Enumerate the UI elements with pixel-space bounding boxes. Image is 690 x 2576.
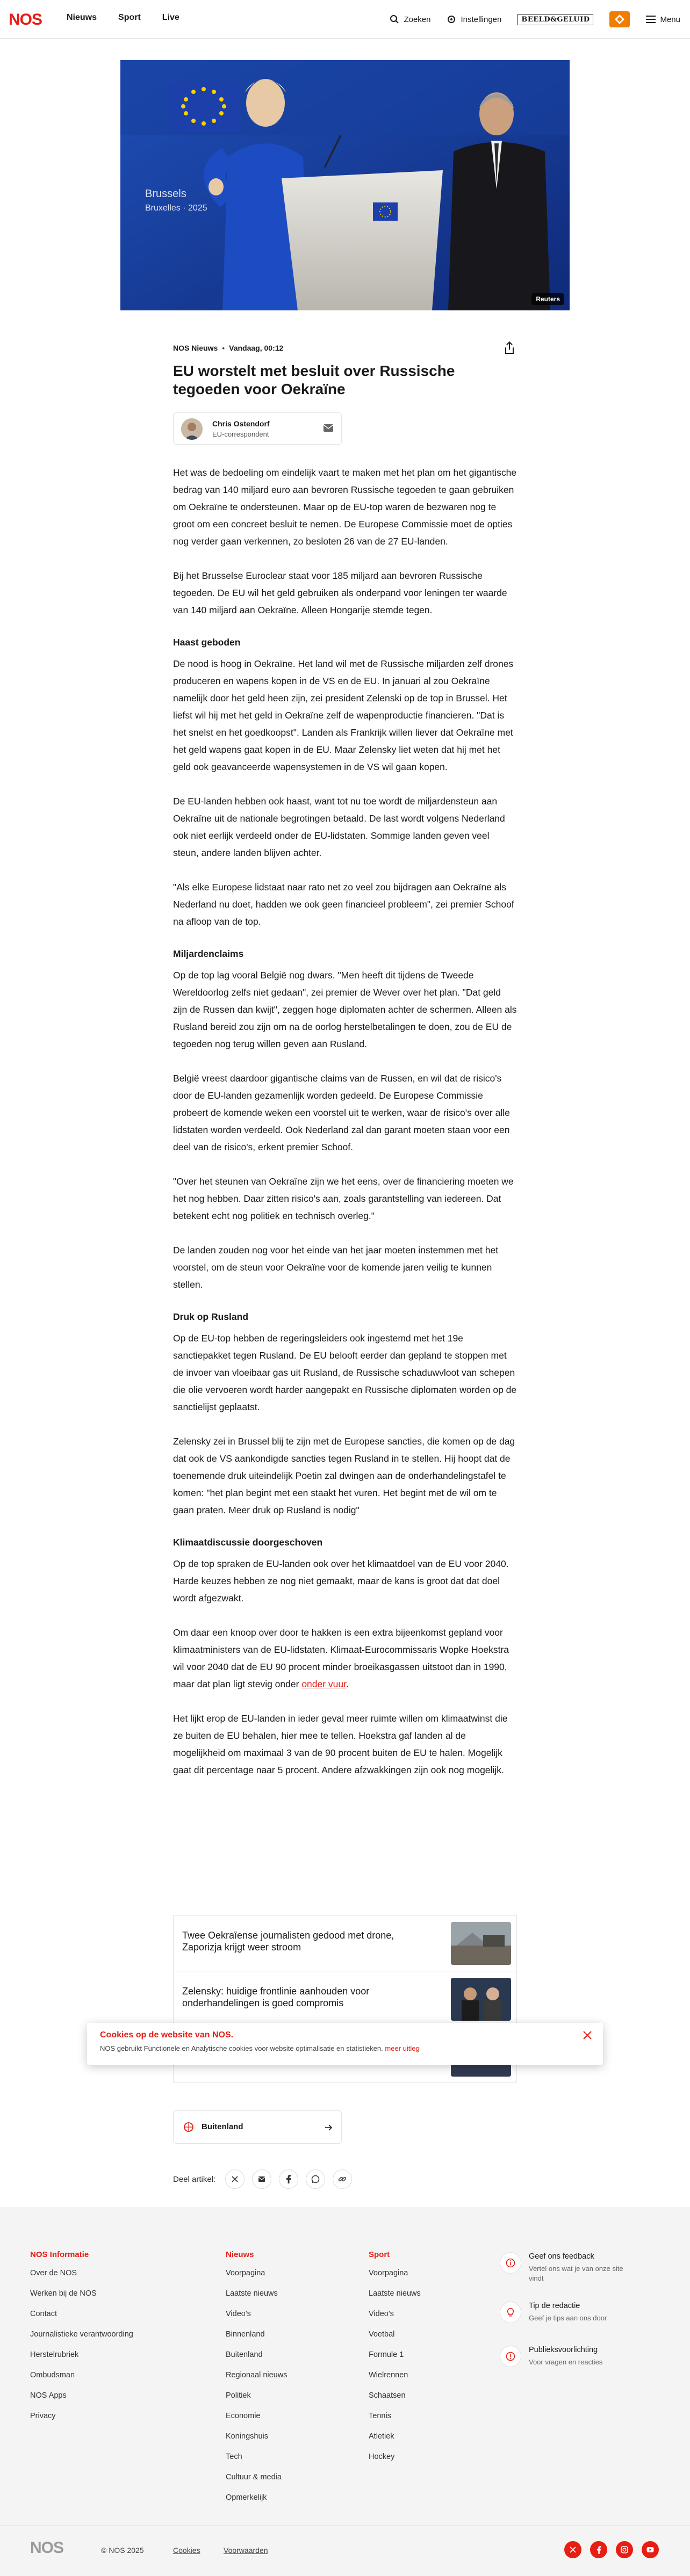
footer-link[interactable]: Voorpagina	[226, 2269, 265, 2277]
paragraph-end: .	[346, 1679, 349, 1689]
cookie-title: Cookies op de website van NOS.	[100, 2030, 234, 2040]
footer-link[interactable]: Tennis	[369, 2412, 391, 2420]
author-role: EU-correspondent	[212, 430, 269, 438]
footer-link[interactable]: Contact	[30, 2310, 57, 2318]
footer-link[interactable]: Video's	[226, 2310, 251, 2318]
footer-link[interactable]: Koningshuis	[226, 2432, 268, 2441]
footer-link[interactable]: Herstelrubriek	[30, 2350, 79, 2359]
instagram-icon	[621, 2546, 628, 2553]
footer-bottom	[0, 2526, 690, 2576]
footer-link[interactable]: Journalistieke verantwoording	[30, 2330, 133, 2339]
share-x-button[interactable]	[225, 2169, 245, 2189]
cookie-text	[100, 2044, 420, 2052]
nav-item-live[interactable]: Live	[162, 13, 179, 22]
paragraph: "Als elke Europese lidstaat naar rato net zo veel zou bijdragen aan Oekraïne als Nederland nu doet, hadden we ook geen financieel probleem", zei premier Schoof na afloop van de top.	[173, 882, 514, 927]
footer-link[interactable]: Regionaal nieuws	[226, 2371, 288, 2379]
globe-icon	[183, 2122, 194, 2132]
paragraph: Op de top spraken de EU-landen ook over het klimaatdoel van de EU voor 2040. Harde keuzes hebben ze nog niet gemaakt, maar de kans is groot dat dat doel wordt afgezwakt.	[173, 1558, 509, 1603]
footer-col-nieuws	[226, 2250, 287, 2512]
share-label: Deel artikel:	[173, 2174, 216, 2184]
footer-link[interactable]: Werken bij de NOS	[30, 2289, 97, 2298]
share-email-button[interactable]	[252, 2169, 271, 2189]
paragraph-text: Om daar een knoop over door te hakken is een extra bijeenkomst gepland voor klimaatministers van de EU-lidstaten. Klimaat-Eurocommissaris Wopke Hoekstra wil voor 2040 dat de EU 90 procent minder broeikasgassen uitstoot dan in 1990, maar dat plan ligt stevig onder	[173, 1627, 509, 1689]
tip-icon-wrap	[500, 2302, 521, 2323]
paragraph	[173, 1624, 517, 1693]
nos-footer-logo[interactable]	[30, 2538, 75, 2556]
paragraph: Het lijkt erop de EU-landen in ieder geval meer ruimte willen om klimaatwinst die ze buiten de EU behalen, hier mee te tellen. Hoekstra gaf landen al de mogelijkheid om maximaal 3 van de 90 procent buiten de EU te halen. Mogelijk gaat dit percentage naar 5 procent. Andere afzwakkingen zijn ook nog mogelijk.	[173, 1713, 508, 1775]
cookie-more-link[interactable]: meer uitleg	[385, 2044, 420, 2052]
footer-link[interactable]: Binnenland	[226, 2330, 265, 2339]
tag-label: Buitenland	[202, 2122, 243, 2131]
x-icon	[570, 2546, 576, 2553]
related-title: Twee Oekraïense journalisten gedood met drone, Zaporizja krijgt weer stroom	[182, 1930, 394, 1953]
related-item[interactable]	[173, 1971, 517, 2027]
article	[173, 344, 517, 1796]
social-links	[564, 2541, 659, 2558]
paragraph: De landen zouden nog voor het einde van het jaar moeten instemmen met het voorstel, om de steun voor Oekraïne voor de komende jaren veilig te kunnen stellen.	[173, 1245, 499, 1290]
share-facebook-button[interactable]	[279, 2169, 298, 2189]
card-title: Geef ons feedback	[529, 2252, 594, 2261]
facebook-social-button[interactable]	[590, 2541, 607, 2558]
author-card[interactable]	[173, 412, 342, 445]
footer-link[interactable]: Privacy	[30, 2412, 56, 2420]
footer-link[interactable]: Over de NOS	[30, 2269, 77, 2277]
subheading: Haast geboden	[173, 637, 241, 648]
footer-link[interactable]: Wielrennen	[369, 2371, 408, 2379]
article-title: EU worstelt met besluit over Russische tegoeden voor Oekraïne	[173, 362, 455, 397]
card-subtitle: Vertel ons wat je van onze site vindt	[529, 2265, 623, 2282]
paragraph: Zelensky zei in Brussel blij te zijn met de Europese sancties, die komen op de dag dat ook de VS aankondigde sancties tegen Rusland in te stellen. Hij hoopt dat de toenemende druk uiteindelijk Poetin zal dwingen aan de onderhandelingstafel te komen: "het plan begint met een staakt het vuren. Het begint met de wil om te gaan praten. Meer druk op Rusland is nodig"	[173, 1436, 515, 1515]
footer-link[interactable]: Opmerkelijk	[226, 2493, 267, 2502]
settings-button[interactable]	[447, 14, 501, 24]
footer-link[interactable]: Atletiek	[369, 2432, 394, 2441]
facebook-icon	[286, 2175, 291, 2183]
hero-photo	[120, 60, 570, 310]
main-nav	[67, 13, 179, 23]
footer-heading: Sport	[369, 2250, 390, 2259]
terms-link[interactable]: Voorwaarden	[224, 2546, 268, 2555]
topic-tag-buitenland[interactable]	[173, 2110, 342, 2144]
related-thumbnail	[451, 1978, 511, 2021]
youtube-icon	[646, 2546, 654, 2553]
search-button[interactable]	[390, 14, 430, 24]
backdrop-text: Brussels	[145, 188, 186, 200]
header-actions	[390, 10, 680, 29]
footer-link[interactable]: Video's	[369, 2310, 394, 2318]
feedback-card[interactable]	[494, 2250, 623, 2288]
footer-link[interactable]: Buitenland	[226, 2350, 263, 2359]
paragraph: Op de EU-top hebben de regeringsleiders ook ingestemd met het 19e sanctiepakket tegen Rusland. De EU belooft eerder dan gepland te stoppen met de invoer van vloeibaar gas uit Rusland, de Russische schaduwvloot van schepen die olie vervoeren wordt harder aangepakt en Russische diplomaten worden op de sanctielijst geplaatst.	[173, 1333, 517, 1412]
paragraph: De EU-landen hebben ook haast, want tot nu toe wordt de miljardensteun aan Oekraïne uit de nationale begrotingen betaald. De last wordt volgens Nederland ook niet eerlijk verdeeld onder de EU-lidstaten. Sommige landen geven veel steun, andere landen blijven achter.	[173, 796, 505, 858]
tip-card[interactable]	[494, 2299, 623, 2337]
footer-link[interactable]: Laatste nieuws	[369, 2289, 421, 2298]
article-body	[173, 464, 517, 1779]
related-item[interactable]	[173, 1915, 517, 1971]
paragraph: Bij het Brusselse Euroclear staat voor 185 miljard aan bevroren Russische tegoeden. De EU wil het geld gebruiken als onderpand voor leningen ter waarde van 140 miljard aan Oekraïne. Alleen Hongarije stemde tegen.	[173, 570, 507, 615]
footer-link[interactable]: Schaatsen	[369, 2391, 406, 2400]
menu-label: Menu	[660, 14, 680, 24]
footer-heading: Nieuws	[226, 2250, 254, 2259]
footer-link[interactable]: Voorpagina	[369, 2269, 408, 2277]
footer-link[interactable]: Cultuur & media	[226, 2473, 282, 2481]
share-whatsapp-button[interactable]	[306, 2169, 325, 2189]
gear-icon	[447, 14, 456, 24]
public-info-card[interactable]	[494, 2343, 623, 2381]
subheading: Miljardenclaims	[173, 948, 244, 959]
search-label: Zoeken	[404, 14, 431, 24]
arrow-right-icon	[324, 2123, 333, 2132]
diamond-icon	[614, 13, 626, 25]
footer-link[interactable]: Formule 1	[369, 2350, 404, 2359]
footer-link[interactable]: Voetbal	[369, 2330, 395, 2339]
menu-button[interactable]	[646, 15, 680, 24]
footer-link[interactable]: Laatste nieuws	[226, 2289, 278, 2298]
cookies-link[interactable]: Cookies	[173, 2546, 200, 2555]
share-bar	[173, 2169, 352, 2189]
feedback-icon-wrap	[500, 2252, 521, 2274]
mail-icon[interactable]	[323, 424, 334, 432]
x-icon	[231, 2175, 239, 2183]
card-subtitle: Geef je tips aan ons door	[529, 2314, 607, 2322]
search-icon	[390, 14, 399, 24]
cookie-description: NOS gebruikt Functionele en Analytische cookies voor website optimalisatie en statistieken.	[100, 2044, 383, 2052]
footer-col-nos-info	[30, 2250, 133, 2430]
footer-col-sport	[369, 2250, 421, 2471]
copyright: © NOS 2025	[101, 2546, 144, 2555]
nav-item-nieuws[interactable]: Nieuws	[67, 13, 97, 22]
meta-separator: •	[222, 344, 225, 352]
paragraph: "Over het steunen van Oekraïne zijn we het eens, over de financiering moeten we het nog hebben. Daar zitten risico's aan, zoals garantstelling van iedereen. Dat betekent echt nog politiek en technisch overleg."	[173, 1176, 514, 1221]
paragraph: De nood is hoog in Oekraïne. Het land wil met de Russische miljarden zelf drones produceren en wapens kopen in de VS en de EU. In januari al zou Oekraïne namelijk door het geld heen zijn, zei president Zelenski op de top in Brussel. Het liefst wil hij met het geld in Oekraïne zelf de wapenproductie financieren. "Dat is het snelst en het goedkoopst". Landen als Frankrijk willen liever dat Oekraïne met het geld wapens gaat kopen in de EU. Maar Zelensky liet weten dat hij met het geld ook geavanceerde wapensystemen in de VS wil gaan kopen.	[173, 658, 514, 772]
paragraph: Het was de bedoeling om eindelijk vaart te maken met het plan om het gigantische bedrag van 140 miljard euro aan bevroren Russische tegoeden te gaan gebruiken om Oekraïne te ondersteunen. Maar op de EU-top waren de bezwaren nog te groot om een concreet besluit te nemen. De Europese Commissie moet de opties nog verder gaan verkennen, zo besloten 26 van de 27 EU-landen.	[173, 467, 517, 547]
lightbulb-icon	[506, 2307, 515, 2317]
hamburger-icon	[646, 16, 656, 23]
nav-item-sport[interactable]: Sport	[118, 13, 141, 22]
facebook-icon	[596, 2546, 601, 2554]
partner-logo[interactable]: BEELD&GELUID	[518, 14, 593, 25]
subheading: Druk op Rusland	[173, 1311, 249, 1322]
link-icon	[338, 2175, 347, 2183]
inline-link[interactable]: onder vuur	[301, 1679, 347, 1689]
share-icon[interactable]	[502, 340, 517, 355]
article-source: NOS Nieuws	[173, 344, 218, 352]
footer-link[interactable]: Hockey	[369, 2452, 395, 2461]
exclamation-icon	[506, 2352, 515, 2361]
close-icon[interactable]	[581, 2029, 593, 2041]
related-title: Zelensky: huidige frontlinie aanhouden voor onderhandelingen is goed compromis	[182, 1986, 370, 2008]
nos-logo[interactable]	[9, 8, 45, 31]
hero-image	[120, 60, 570, 310]
x-social-button[interactable]	[564, 2541, 581, 2558]
footer-link[interactable]: Ombudsman	[30, 2371, 75, 2379]
card-title: Tip de redactie	[529, 2302, 580, 2310]
youtube-social-button[interactable]	[642, 2541, 659, 2558]
footer-heading: NOS Informatie	[30, 2250, 89, 2259]
backdrop-year: Bruxelles · 2025	[145, 204, 207, 213]
card-title: Publieksvoorlichting	[529, 2346, 598, 2354]
avatar	[181, 418, 203, 440]
article-meta	[173, 344, 517, 352]
card-subtitle: Voor vragen en reacties	[529, 2358, 603, 2366]
footer-link[interactable]: Tech	[226, 2452, 242, 2461]
paragraph: België vreest daardoor gigantische claims van de Russen, en wil dat de risico's door de EU-landen gezamenlijk worden gedeeld. De Europese Commissie probeert de komende weken een voorstel uit te werken, waar de risico's over alle lidstaten worden verdeeld. Ook Nederland zal dan garant moeten staan voor een deel van de risico's, erkent premier Schoof.	[173, 1073, 510, 1152]
related-thumbnail	[451, 1922, 511, 1965]
photo-credit: Reuters	[531, 293, 564, 305]
site-header	[0, 0, 690, 39]
svg-text:NOS: NOS	[30, 2539, 64, 2556]
share-link-button[interactable]	[333, 2169, 352, 2189]
public-info-icon-wrap	[500, 2346, 521, 2367]
nos-sport-logo[interactable]	[609, 11, 630, 27]
info-icon	[506, 2258, 515, 2268]
cookie-banner	[87, 2023, 603, 2065]
footer-link[interactable]: NOS Apps	[30, 2391, 67, 2400]
mail-icon	[258, 2176, 265, 2182]
footer-link[interactable]: Politiek	[226, 2391, 251, 2400]
article-date: Vandaag, 00:12	[229, 344, 284, 352]
instagram-social-button[interactable]	[616, 2541, 633, 2558]
subheading: Klimaatdiscussie doorgeschoven	[173, 1537, 323, 1548]
author-name: Chris Ostendorf	[212, 419, 270, 428]
footer-link[interactable]: Economie	[226, 2412, 261, 2420]
svg-text:NOS: NOS	[9, 11, 42, 28]
site-footer	[0, 2207, 690, 2576]
settings-label: Instellingen	[461, 14, 502, 24]
paragraph: Op de top lag vooral België nog dwars. "Men heeft dit tijdens de Tweede Wereldoorlog zelfs niet gedaan", zei premier de Wever over het plan. "Dat geld zijn de Russen dan kwijt", zeggen hoge diplomaten achter de schermen. Alleen als Rusland bereid zou zijn om na de oorlog herstelbetalingen te doen, zou de EU de tegoeden nog terug willen geven aan Rusland.	[173, 970, 517, 1049]
whatsapp-icon	[311, 2175, 320, 2183]
